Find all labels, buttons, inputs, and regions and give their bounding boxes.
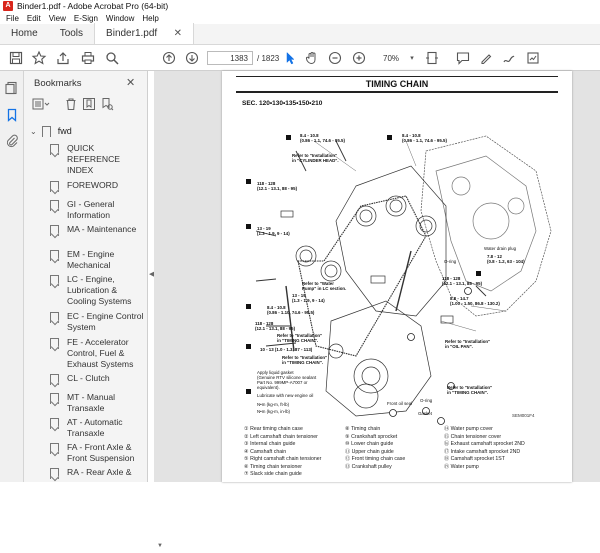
legend-item: ⑥ Timing chain tensioner xyxy=(244,463,303,470)
menu-edit[interactable]: Edit xyxy=(26,13,41,23)
menu-help[interactable]: Help xyxy=(142,13,159,23)
toolbar xyxy=(0,45,600,71)
tab-bar xyxy=(0,24,600,45)
bookmark-icon xyxy=(50,418,59,429)
acrobat-app-icon: A xyxy=(3,1,13,11)
tab-tools[interactable]: Tools xyxy=(59,28,84,39)
page-header-title: TIMING CHAIN xyxy=(365,79,429,89)
bookmark-icon xyxy=(42,126,51,137)
front-oil-seal-label: Front oil seal xyxy=(387,401,413,406)
left-rail xyxy=(0,71,24,482)
header-rule-bottom xyxy=(236,91,558,93)
bookmark-item[interactable]: LC - Engine, Lubrication & Cooling Systems xyxy=(50,274,146,307)
bookmark-item[interactable]: CL - Clutch xyxy=(50,373,146,385)
highlight-pen-icon[interactable] xyxy=(478,50,494,66)
parts-legend-col-3 xyxy=(444,426,525,471)
legend-item: ⑭ Water pump cover xyxy=(444,426,493,432)
zoom-chevron-down-icon[interactable]: ▾ xyxy=(410,55,414,62)
figure-number: SEM001F4 xyxy=(512,413,535,418)
bookmarks-panel-title: Bookmarks xyxy=(34,78,82,89)
legend-item: ① Rear timing chain case xyxy=(244,426,303,432)
lubricate-note: Lubricate with new engine oil xyxy=(257,393,314,398)
bookmarks-panel-icon[interactable] xyxy=(5,108,19,122)
fill-sign-icon[interactable] xyxy=(525,50,541,66)
torque-unit-note: N•m (kg-m, ft-lb) xyxy=(257,402,290,407)
reference-note: Refer to "Water Pump" in LC section. xyxy=(302,281,347,291)
bookmark-icon xyxy=(50,312,59,323)
comment-icon[interactable] xyxy=(455,50,471,66)
legend-item: ⑯ Exhaust camshaft sprocket 2ND xyxy=(444,441,525,447)
attachments-paperclip-icon[interactable] xyxy=(5,134,19,148)
reference-note: Refer to "Installation" in "TIMING CHAIN". xyxy=(282,355,328,365)
header-rule xyxy=(236,76,558,77)
o-ring-label: O-ring xyxy=(420,398,433,403)
expand-chevron-down-icon[interactable]: ⌄ xyxy=(30,126,37,136)
upload-icon[interactable] xyxy=(55,50,71,66)
pdf-page xyxy=(222,71,572,482)
parts-legend-col-2 xyxy=(345,426,405,471)
legend-item: ⑩ Lower chain guide xyxy=(345,441,394,447)
torque-label: 118 - 128 (12.1 - 13.1, 88 - 95) xyxy=(257,181,298,191)
find-bookmark-icon[interactable] xyxy=(100,97,114,111)
select-cursor-icon[interactable] xyxy=(282,50,298,66)
drain-plug-label: Water drain plug xyxy=(484,246,517,251)
reference-note: Refer to "Installation" in "TIMING CHAIN". xyxy=(447,385,493,395)
bookmark-icon xyxy=(50,443,59,454)
menu-window[interactable]: Window xyxy=(105,13,135,23)
page-thumbnails-icon[interactable] xyxy=(5,81,19,95)
next-page-icon[interactable] xyxy=(184,50,200,66)
panel-scrollbar[interactable]: ▼ xyxy=(157,181,165,553)
collapse-panel-arrow-icon[interactable]: ◀ xyxy=(149,271,155,278)
close-panel-icon[interactable]: ✕ xyxy=(126,77,136,89)
torque-label: 13 - 19 (1.3 - 1.9, 9 - 14) xyxy=(292,293,325,303)
bookmark-item[interactable]: FA - Front Axle & Front Suspension xyxy=(50,442,146,464)
bookmark-item[interactable]: FE - Accelerator Control, Fuel & Exhaust Systems xyxy=(50,337,146,370)
o-ring-label: O-ring xyxy=(444,259,457,264)
close-tab-icon[interactable]: ✕ xyxy=(173,28,183,39)
bookmark-item[interactable]: EM - Engine Mechanical xyxy=(50,249,146,271)
torque-label: 8.4 - 10.8 (0.86 - 1.10, 74.6 - 95.5) xyxy=(267,305,315,315)
menu-view[interactable]: View xyxy=(48,13,66,23)
torque-label: 118 - 128 (12.1 - 13.1, 88 - 95) xyxy=(442,276,483,286)
bookmark-icon xyxy=(50,250,59,261)
section-reference: SEC. 120•130•135•150•210 xyxy=(242,100,323,107)
bookmarks-toolbar xyxy=(32,97,142,113)
torque-label: 10 - 13 (1.0 - 1.3, 87 - 113) xyxy=(260,347,313,352)
new-bookmark-icon[interactable] xyxy=(82,97,96,111)
zoom-level-dropdown[interactable]: 70% xyxy=(383,54,400,63)
bookmark-icon xyxy=(50,393,59,404)
torque-label: 8.4 - 10.8 (0.86 - 1.1, 74.6 - 95.5) xyxy=(402,133,447,143)
options-menu-icon[interactable] xyxy=(32,97,46,111)
bookmark-item[interactable]: MT - Manual Transaxle xyxy=(50,392,146,414)
sealant-note: Apply liquid gasket (Genuine RTV silicone sealant Part No. 999MP-A7007 or equivalent). xyxy=(257,370,317,390)
legend-item: ⑦ Slack side chain guide xyxy=(244,471,302,477)
bookmarks-panel xyxy=(24,71,163,549)
parts-legend-col-1 xyxy=(244,426,321,479)
menu-file[interactable]: File xyxy=(6,13,19,23)
torque-label: 118 - 128 (12.1 - 13.1, 88 - 95) xyxy=(255,321,296,331)
bookmark-star-icon[interactable] xyxy=(31,50,47,66)
torque-label: 8.8 - 14.7 (1.00 - 1.50, 86.8 - 130.2) xyxy=(450,296,500,306)
reference-note: Refer to "Installation" in "TIMING CHAIN". xyxy=(277,333,323,343)
window-title: Binder1.pdf - Adobe Acrobat Pro (64-bit) xyxy=(17,1,169,11)
print-icon[interactable] xyxy=(80,50,96,66)
legend-item: ⑱ Camshaft sprocket 1ST xyxy=(444,456,505,462)
bookmark-item[interactable]: GI - General Information xyxy=(50,199,146,221)
legend-item: ③ Internal chain guide xyxy=(244,441,296,447)
delete-bookmark-trash-icon[interactable] xyxy=(64,97,78,111)
bookmark-root-fwd[interactable] xyxy=(30,124,72,138)
torque-label: 7.8 - 12 (0.8 - 1.2, 63 - 104) xyxy=(487,254,525,264)
draw-icon[interactable] xyxy=(501,50,517,66)
reference-note: Refer to "Installation" in "CYLINDER HEAD". xyxy=(292,153,339,163)
legend-item: ⑫ Front timing chain case xyxy=(345,456,406,462)
save-icon[interactable] xyxy=(8,50,24,66)
bookmark-item[interactable]: MA - Maintenance xyxy=(50,224,146,236)
reference-note: Refer to "Installation" in "OIL PAN". xyxy=(445,339,491,349)
legend-item: ② Left camshaft chain tensioner xyxy=(244,433,318,440)
bookmark-icon xyxy=(50,181,59,192)
legend-item: ⑨ Crankshaft sprocket xyxy=(345,433,398,440)
legend-item: ⑧ Timing chain xyxy=(345,426,381,432)
bookmark-icon xyxy=(50,468,59,479)
tab-document-label: Binder1.pdf xyxy=(106,28,158,39)
page-count: / 1823 xyxy=(257,54,280,63)
zoom-in-icon[interactable] xyxy=(351,50,367,66)
bookmark-item[interactable]: EC - Engine Control System xyxy=(50,311,146,333)
previous-page-icon[interactable] xyxy=(161,50,177,66)
tab-document[interactable] xyxy=(94,23,194,44)
legend-item: ④ Camshaft chain xyxy=(244,448,287,455)
page-number-input[interactable]: 1383 xyxy=(207,51,253,65)
bookmark-icon xyxy=(50,338,59,349)
search-icon[interactable] xyxy=(104,50,120,66)
bookmark-icon xyxy=(50,200,59,211)
legend-item: ⑰ Intake camshaft sprocket 2ND xyxy=(444,448,521,455)
document-viewport[interactable] xyxy=(154,71,600,482)
bookmark-root-label: fwd xyxy=(57,126,72,136)
torque-unit-note: N•m (kg-m, in-lb) xyxy=(257,409,291,414)
bookmark-icon xyxy=(50,374,59,385)
bookmark-icon xyxy=(50,225,59,236)
zoom-out-icon[interactable] xyxy=(327,50,343,66)
legend-item: ⑪ Upper chain guide xyxy=(345,448,394,455)
gasket-label: Gasket xyxy=(418,411,432,416)
bookmark-item[interactable]: QUICK REFERENCE INDEX xyxy=(50,143,146,176)
legend-item: ⑬ Crankshaft pulley xyxy=(345,463,392,470)
title-bar xyxy=(0,0,600,12)
tab-home[interactable]: Home xyxy=(11,28,38,39)
page-fit-icon[interactable] xyxy=(424,50,440,66)
torque-label: 13 - 19 (1.3 - 1.9, 9 - 14) xyxy=(257,226,290,236)
bookmark-icon xyxy=(50,144,59,155)
legend-item: ⑤ Right camshaft chain tensioner xyxy=(244,456,322,462)
bookmark-item[interactable]: RA - Rear Axle & xyxy=(50,467,146,479)
torque-label: 8.4 - 10.8 (0.86 - 1.1, 74.6 - 95.5) xyxy=(300,133,345,143)
menu-esign[interactable]: E-Sign xyxy=(73,13,98,23)
bookmark-icon xyxy=(50,275,59,286)
legend-item: ⑲ Water pump xyxy=(444,463,479,470)
bookmark-item[interactable]: AT - Automatic Transaxle xyxy=(50,417,146,439)
hand-tool-icon[interactable] xyxy=(304,50,320,66)
bookmark-item[interactable]: FOREWORD xyxy=(50,180,146,192)
legend-item: ⑮ Chain tensioner cover xyxy=(444,433,502,440)
